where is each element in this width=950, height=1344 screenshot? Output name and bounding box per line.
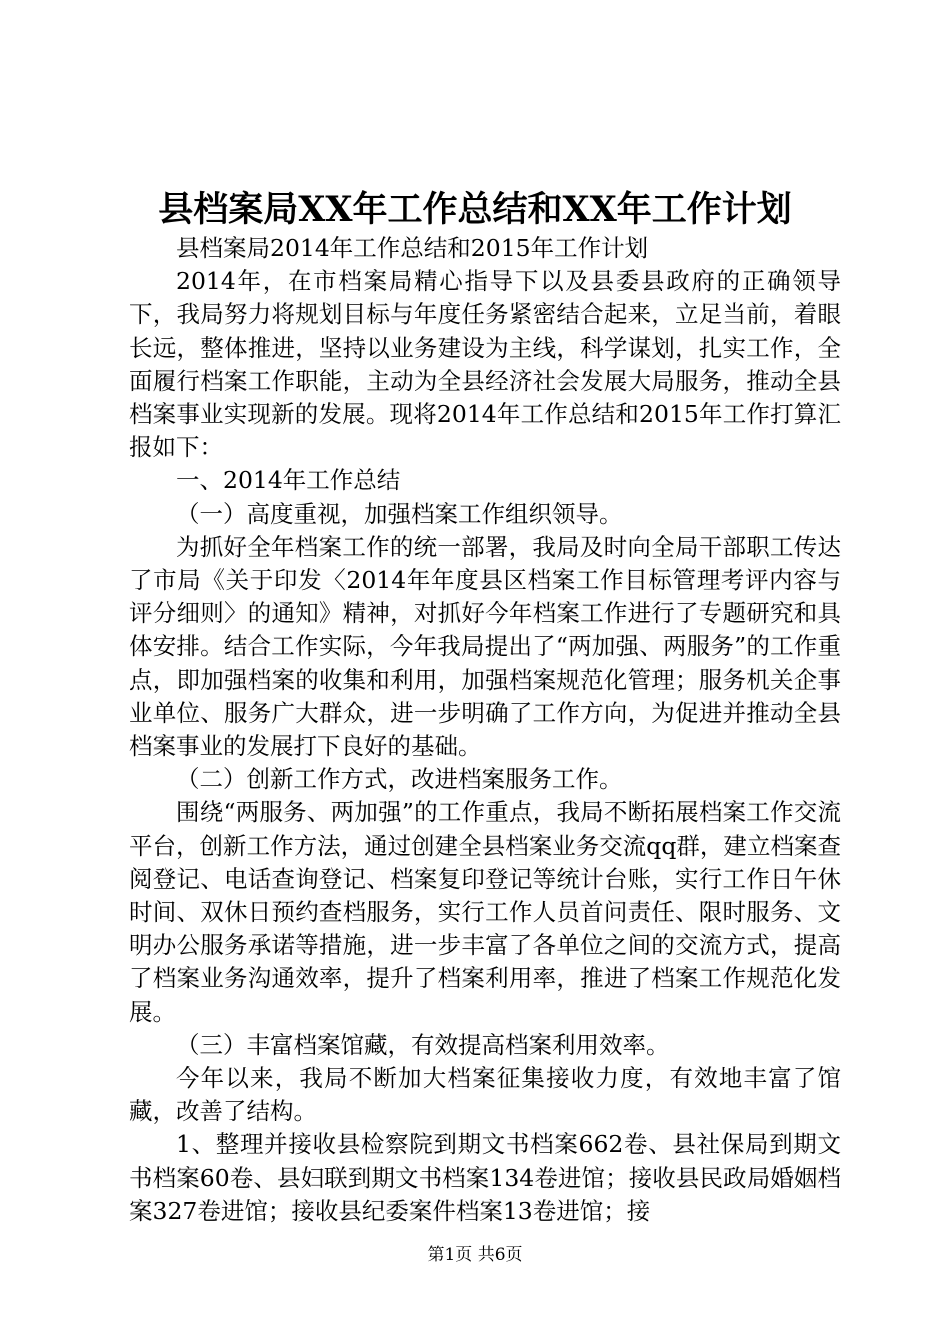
subsection-heading-1: （一）高度重视，加强档案工作组织领导。 bbox=[176, 499, 623, 528]
paragraph-body-1: 为抓好全年档案工作的统一部署，我局及时向全局干部职工传达了市局《关于印发〈2014年年度县区档案工作目标管理考评内容与评分细则〉的通知》精神，对抓好今年档案工作进行了专题研究和具体安排。结合工作实际，今年我局提出了“两加强、两服务”的工作重点，即加强档案的收集和利用，加强档案规范化管理；服务机关企事业单位、服务广大群众，进一步明确了工作方向，为促进并推动全县档案事业的发展打下良好的基础。 bbox=[129, 532, 841, 761]
paragraph-body-3: 今年以来，我局不断加大档案征集接收力度，有效地丰富了馆藏，改善了结构。 bbox=[129, 1064, 841, 1126]
document-body bbox=[129, 232, 841, 1228]
subsection-heading-3: （三）丰富档案馆藏，有效提高档案利用效率。 bbox=[176, 1030, 670, 1059]
subsection-heading-2: （二）创新工作方式，改进档案服务工作。 bbox=[176, 765, 623, 794]
paragraph-body-4: 1、整理并接收县检察院到期文书档案662卷、县社保局到期文书档案60卷、县妇联到期文书档案134卷进馆；接收县民政局婚姻档案327卷进馆；接收县纪委案件档案13卷进馆；接 bbox=[129, 1130, 841, 1225]
document-title: 县档案局XX年工作总结和XX年工作计划 bbox=[158, 189, 792, 230]
paragraph-subtitle: 县档案局2014年工作总结和2015年工作计划 bbox=[176, 234, 649, 262]
paragraph-body-2: 围绕“两服务、两加强”的工作重点，我局不断拓展档案工作交流平台，创新工作方法，通过创建全县档案业务交流qq群，建立档案查阅登记、电话查询登记、档案复印登记等统计台账，实行工作日午休时间、双休日预约查档服务，实行工作人员首问责任、限时服务、文明办公服务承诺等措施，进一步丰富了各单位之间的交流方式，提高了档案业务沟通效率，提升了档案利用率，推进了档案工作规范化发展。 bbox=[129, 798, 841, 1026]
page-footer: 第1页 共6页 bbox=[427, 1245, 523, 1265]
section-heading-1: 一、2014年工作总结 bbox=[176, 466, 401, 495]
paragraph-intro: 2014年，在市档案局精心指导下以及县委县政府的正确领导下，我局努力将规划目标与年度任务紧密结合起来，立足当前，着眼长远，整体推进，坚持以业务建设为主线，科学谋划，扎实工作，全面履行档案工作职能，主动为全县经济社会发展大局服务，推动全县档案事业实现新的发展。现将2014年工作总结和2015年工作打算汇报如下： bbox=[129, 267, 841, 462]
